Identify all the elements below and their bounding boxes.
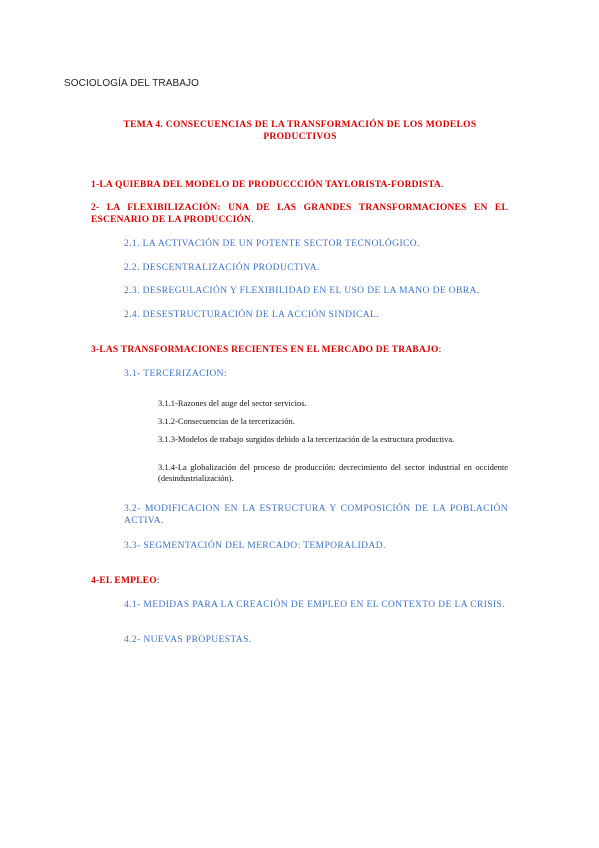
section-3-text: 3-LAS TRANSFORMACIONES RECIENTES EN EL MERCADO DE TRABAJO — [91, 345, 439, 355]
subsection-2-1: 2.1. LA ACTIVACIÓN DE UN POTENTE SECTOR TECNOLÓGICO. — [124, 239, 420, 249]
section-2-text: 2- LA FLEXIBILIZACIÓN: UNA DE LAS GRANDES TRANSFORMACIONES EN EL ESCENARIO DE LA PRODUCCIÓN — [91, 203, 508, 225]
subsubsection-3-1-1: 3.1.1-Razones del auge del sector servicios. — [158, 398, 307, 408]
subsection-3-1: 3.1- TERCERIZACION: — [124, 369, 227, 379]
section-4-heading — [91, 575, 508, 587]
section-3-suffix: : — [438, 345, 442, 355]
document-header: SOCIOLOGÍA DEL TRABAJO — [64, 78, 200, 89]
subsection-4-2: 4.2- NUEVAS PROPUESTAS. — [124, 635, 252, 645]
section-4-suffix: : — [156, 576, 160, 586]
subsection-3-2: 3.2- MODIFICACION EN LA ESTRUCTURA Y COMPOSICIÓN DE LA POBLACIÓN ACTIVA. — [124, 504, 508, 526]
subsection-2-3: 2.3. DESREGULACIÓN Y FLEXIBILIDAD EN EL USO DE LA MANO DE OBRA. — [124, 286, 480, 296]
section-2-heading — [91, 202, 508, 226]
title-line-1: TEMA 4. CONSECUENCIAS DE LA TRANSFORMACIÓN DE LOS MODELOS — [123, 120, 477, 130]
subsection-2-4: 2.4. DESESTRUCTURACIÓN DE LA ACCIÓN SINDICAL. — [124, 310, 379, 320]
subsubsection-3-1-4: 3.1.4-La globalización del proceso de producción: decrecimiento del sector industrial en occidente (desindustrialización). — [158, 462, 508, 483]
subsection-3-3: 3.3- SEGMENTACIÓN DEL MERCADO: TEMPORALIDAD. — [124, 541, 386, 551]
subsection-4-1: 4.1- MEDIDAS PARA LA CREACIÓN DE EMPLEO EN EL CONTEXTO DE LA CRISIS. — [124, 600, 506, 610]
title-line-2: PRODUCTIVOS — [263, 132, 337, 142]
section-4-text: 4-EL EMPLEO — [91, 576, 157, 586]
subsubsection-3-1-3: 3.1.3-Modelos de trabajo surgidos debido a la tercerización de la estructura productiva. — [158, 434, 455, 444]
section-2-suffix: . — [251, 215, 254, 225]
section-1-suffix: . — [440, 180, 444, 190]
subsection-2-2: 2.2. DESCENTRALIZACIÓN PRODUCTIVA. — [124, 263, 320, 273]
subsubsection-3-1-2: 3.1.2-Consecuencias de la tercerización. — [158, 416, 295, 426]
section-3-heading — [91, 344, 508, 356]
section-1-heading — [91, 179, 508, 191]
section-1-text: 1-LA QUIEBRA DEL MODELO DE PRODUCCCIÓN TAYLORISTA-FORDISTA — [91, 180, 441, 190]
page-title — [100, 119, 500, 143]
